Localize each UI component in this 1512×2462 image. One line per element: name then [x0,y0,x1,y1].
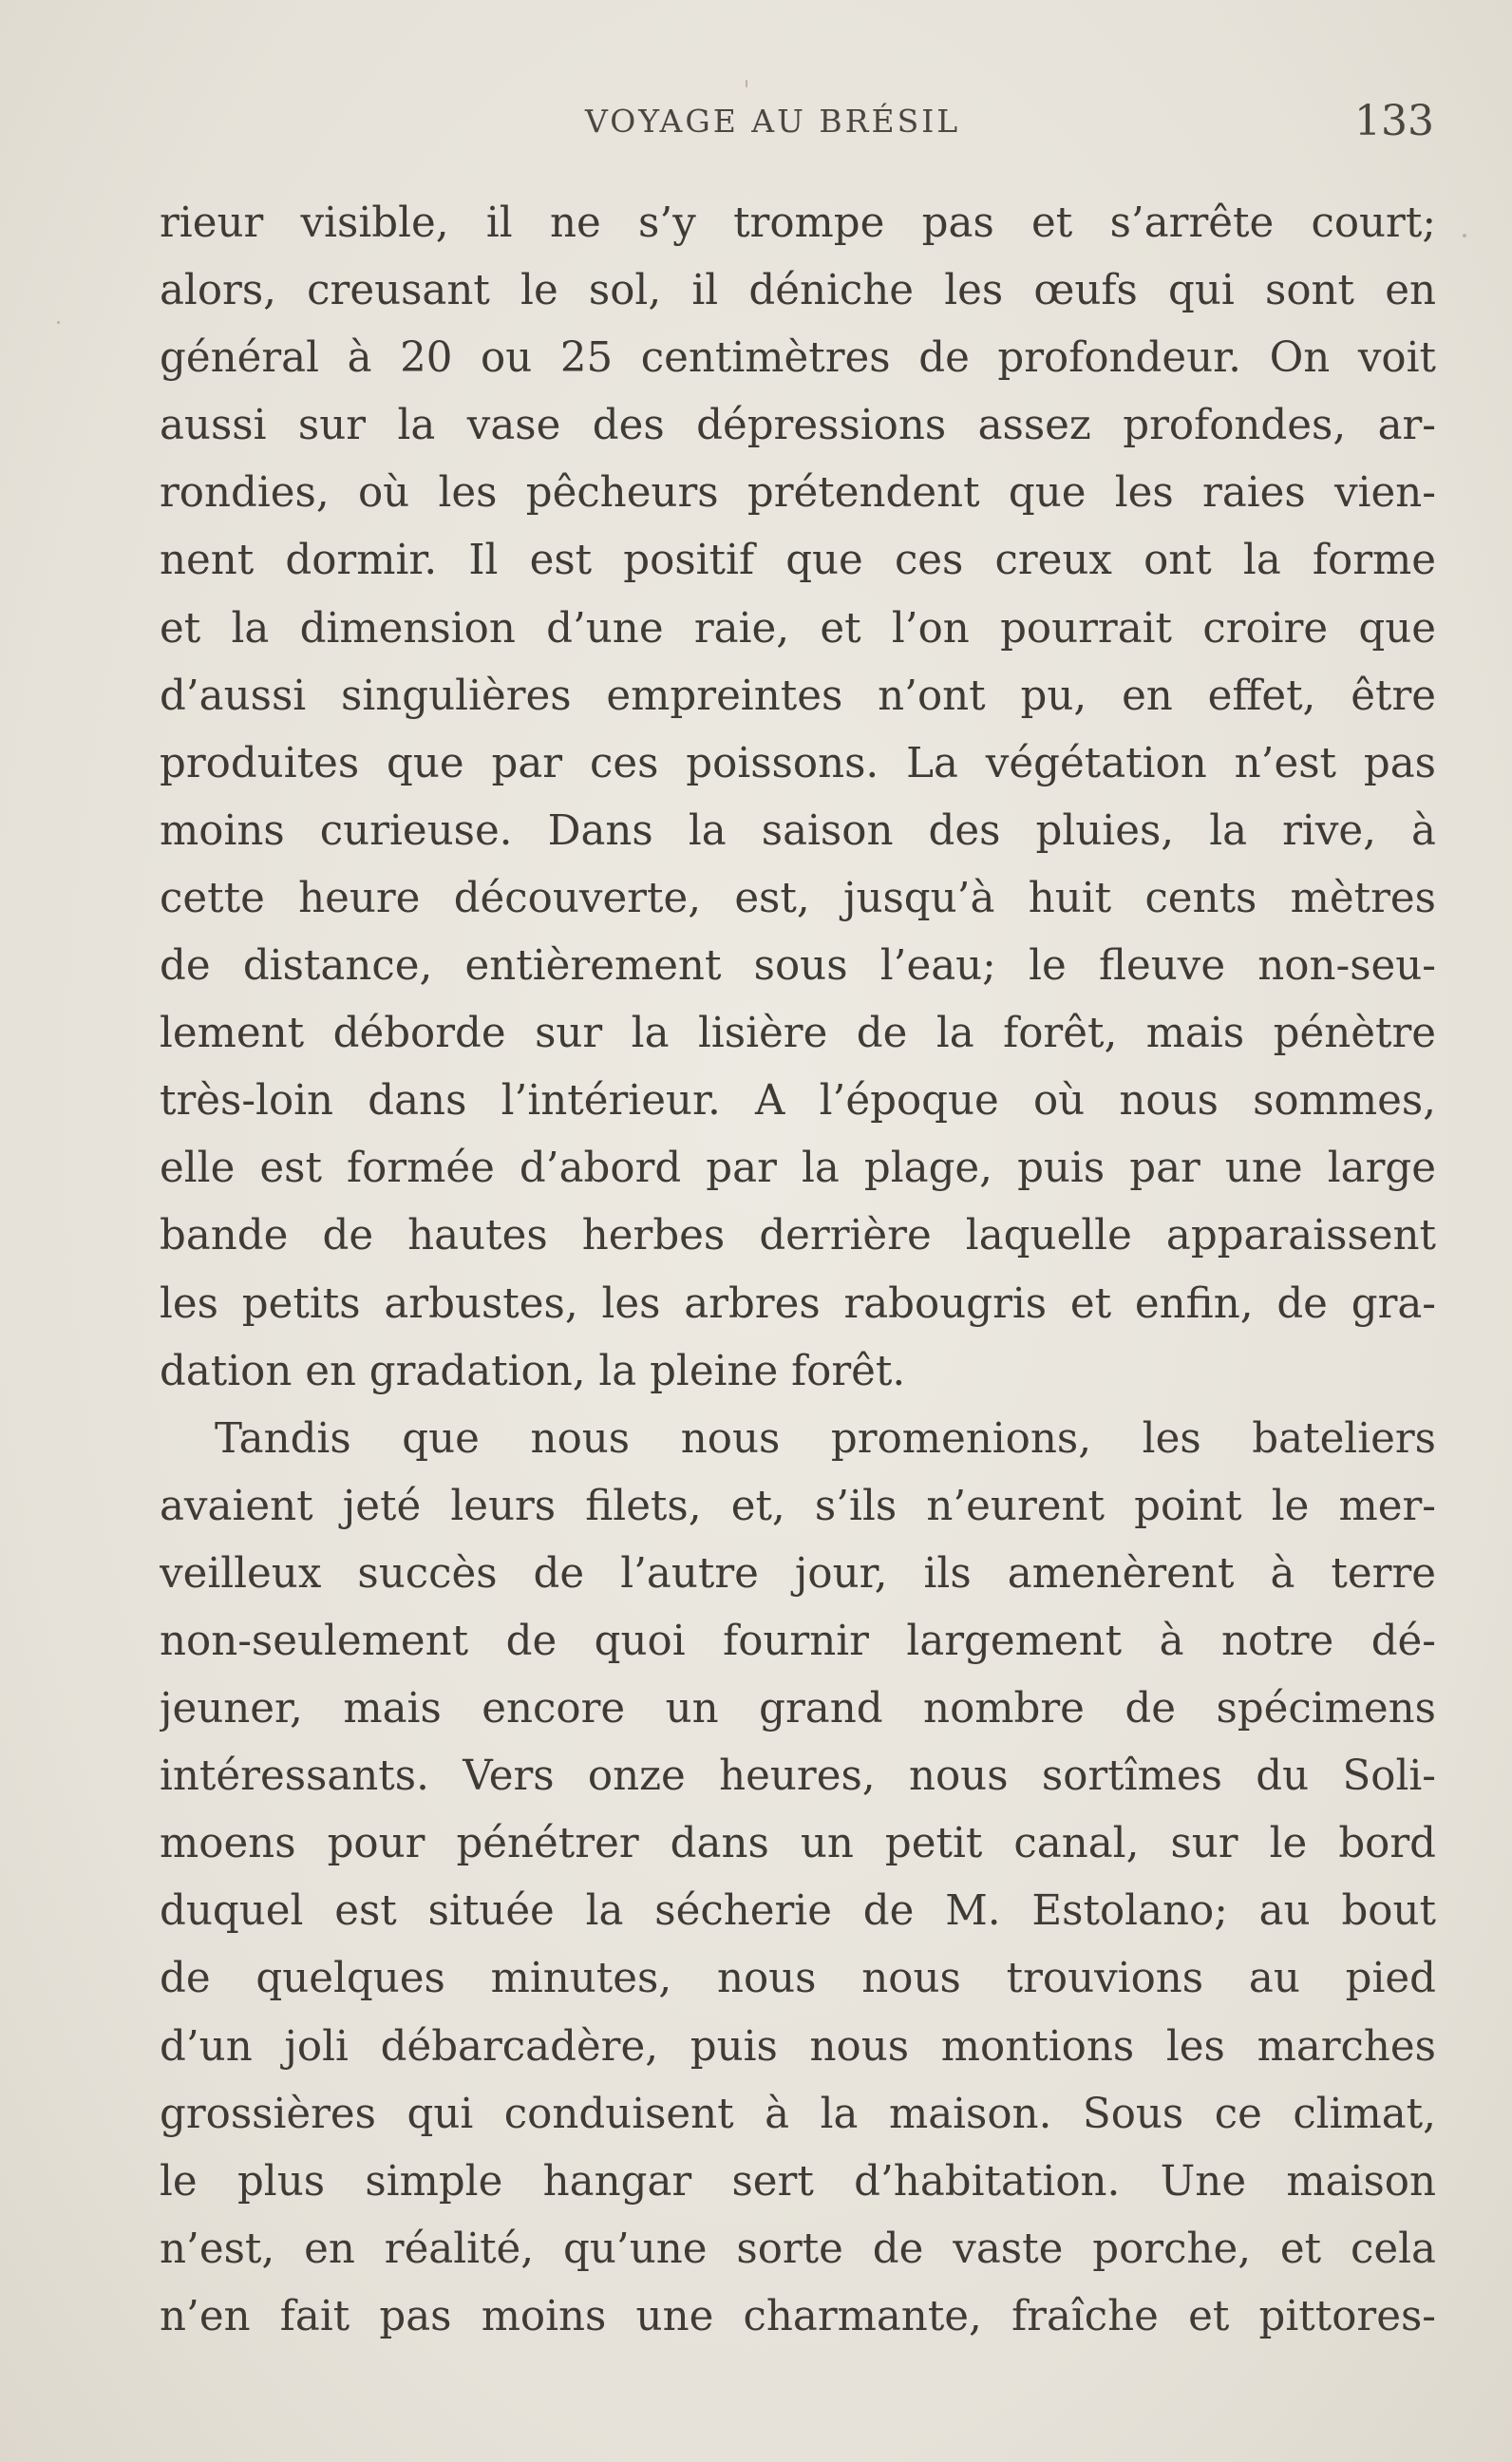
text-line: rondies, où les pêcheurs prétendent que les raies vien- [160,469,1436,518]
text-line: jeuner, mais encore un grand nombre de spécimens [160,1685,1436,1733]
text-line: d’un joli débarcadère, puis nous montions les marches [160,2022,1436,2071]
text-line: produites que par ces poissons. La végétation n’est pas [160,739,1436,787]
text-line: n’est, en réalité, qu’une sorte de vaste porche, et cela [160,2225,1436,2273]
text-line: bande de hautes herbes derrière laquelle apparaissent [160,1212,1436,1260]
text-line: lement déborde sur la lisière de la forêt, mais pénètre [160,1010,1436,1058]
paper-speck [1463,234,1466,237]
text-line: moens pour pénétrer dans un petit canal, sur le bord [160,1820,1436,1868]
text-line: de quelques minutes, nous nous trouvions au pied [160,1955,1436,2003]
text-line: moins curieuse. Dans la saison des pluies, la rive, à [160,806,1436,855]
page-number: 133 [1354,97,1434,145]
running-title: VOYAGE AU BRÉSIL [585,103,961,140]
text-line: non-seulement de quoi fournir largement à notre dé- [160,1617,1436,1665]
paragraph-start-line: Tandis que nous nous promenions, les bateliers [215,1414,1436,1463]
text-line: aussi sur la vase des dépressions assez profondes, ar- [160,402,1436,450]
text-line: duquel est située la sécherie de M. Estolano; au bout [160,1887,1436,1936]
text-line: veilleux succès de l’autre jour, ils amenèrent à terre [160,1549,1436,1598]
text-line: le plus simple hangar sert d’habitation. Une maison [160,2157,1436,2206]
text-line: de distance, entièrement sous l’eau; le fleuve non-seu- [160,942,1436,991]
text-line: très-loin dans l’intérieur. A l’époque où nous sommes, [160,1077,1436,1126]
text-line: et la dimension d’une raie, et l’on pourrait croire que [160,604,1436,653]
text-line: nent dormir. Il est positif que ces creux ont la forme [160,537,1436,585]
text-line: avaient jeté leurs filets, et, s’ils n’eurent point le mer- [160,1482,1436,1530]
page-header [160,97,1434,154]
text-line: intéressants. Vers onze heures, nous sortîmes du Soli- [160,1752,1436,1801]
text-line: d’aussi singulières empreintes n’ont pu, en effet, être [160,672,1436,720]
paragraph-end-line: dation en gradation, la pleine forêt. [160,1347,906,1395]
text-line: les petits arbustes, les arbres rabougris et enfin, de gra- [160,1279,1436,1328]
paper-speck [57,321,60,324]
text-line: cette heure découverte, est, jusqu’à huit cents mètres [160,874,1436,922]
text-line: général à 20 ou 25 centimètres de profondeur. On voit [160,334,1436,383]
text-line: alors, creusant le sol, il déniche les œufs qui sont en [160,267,1436,315]
body-text [160,190,1436,2351]
text-line: elle est formée d’abord par la plage, puis par une large [160,1145,1436,1193]
text-line: rieur visible, il ne s’y trompe pas et s’arrête court; [160,199,1436,247]
text-line: n’en fait pas moins une charmante, fraîche et pittores- [160,2292,1436,2340]
text-line: grossières qui conduisent à la maison. Sous ce climat, [160,2090,1436,2138]
paper-speck [746,80,747,87]
